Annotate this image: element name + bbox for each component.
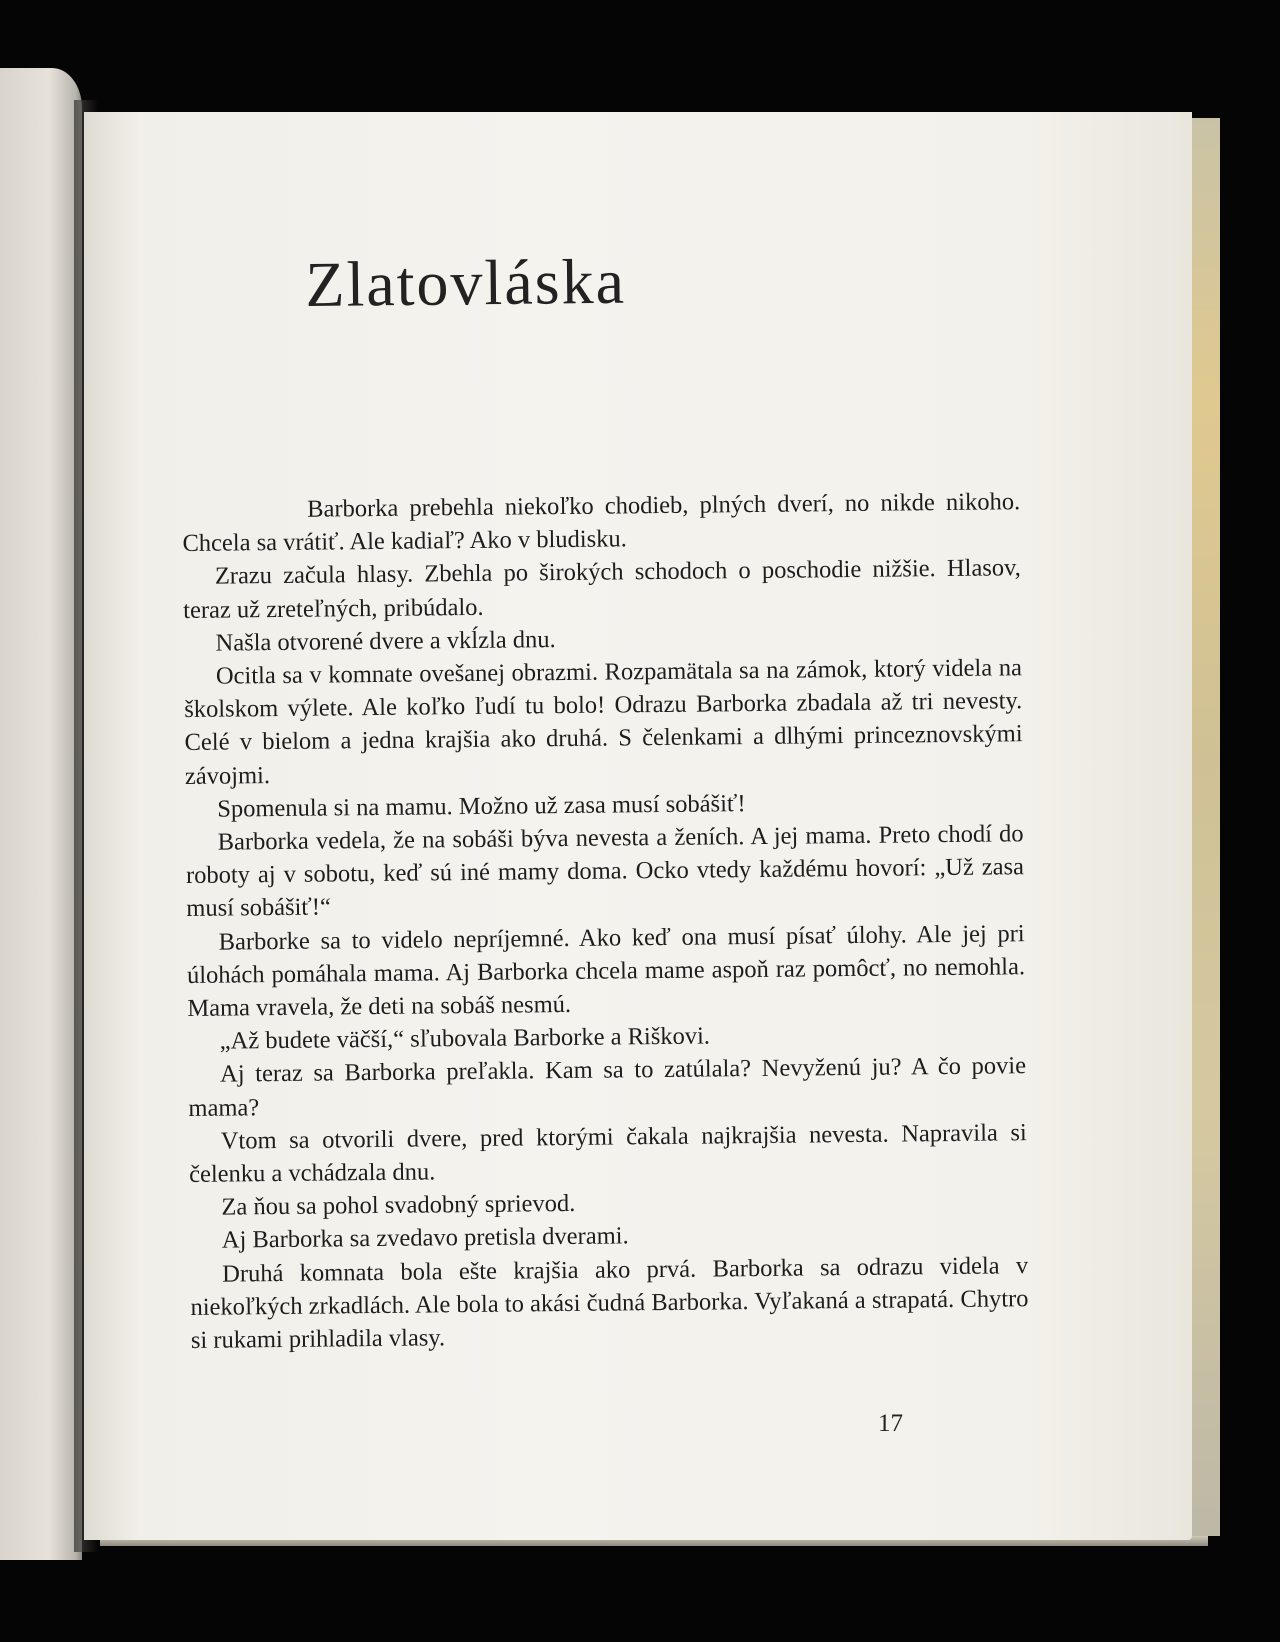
- paragraph: Ocitla sa v komnate ovešanej obrazmi. Rozpamätala sa na zámok, ktorý videla na školskom výlete. Ale koľko ľudí tu bolo! Odrazu Barborka zbadala až tri nevesty. Celé v bielom a jedna krajšia ako druhá. S čelenkami a dlhými princeznovskými závojmi.: [184, 654, 1023, 790]
- page-edge: [1192, 118, 1220, 1536]
- paragraph: Vtom sa otvorili dvere, pred ktorými čakala najkrajšia nevesta. Napravila si čelenku a vchádzala dnu.: [188, 1119, 1027, 1189]
- paragraph: Aj Barborka sa zvedavo pretisla dverami.: [221, 1222, 629, 1255]
- paragraph: Za ňou sa pohol svadobný sprievod.: [221, 1190, 576, 1221]
- left-page: [0, 68, 82, 1560]
- paragraph: Našla otvorené dvere a vkĺzla dnu.: [215, 625, 556, 657]
- paragraph: Barborke sa to videlo nepríjemné. Ako keď ona musí písať úlohy. Ale jej pri úlohách pomáhala mama. Aj Barborka chcela mame aspoň raz pomôcť, no nemohla. Mama vravela, že deti na sobáš nesmú.: [186, 919, 1026, 1023]
- paragraph: „Až budete väčší,“ sľubovala Barborke a Riškovi.: [219, 1022, 711, 1055]
- body-text: [182, 485, 1029, 1357]
- page-number: 17: [878, 1410, 903, 1437]
- paragraph: Zrazu začula hlasy. Zbehla po širokých schodoch o poschodie nižšie. Hlasov, teraz už zreteľných, pribúdalo.: [183, 554, 1021, 624]
- paragraph: Spomenula si na mamu. Možno už zasa musí sobášiť!: [217, 789, 746, 823]
- paragraph: Barborka vedela, že na sobáši býva nevesta a ženích. A jej mama. Preto chodí do roboty aj v sobotu, keď sú iné mamy doma. Ocko vtedy každému hovorí: „Už zasa musí sobášiť!“: [185, 820, 1025, 923]
- paragraph: Barborka prebehla niekoľko chodieb, plných dverí, no nikde nikoho. Chcela sa vrátiť. Ale kadiaľ? Ako v bludisku.: [182, 488, 1021, 558]
- paragraph: Druhá komnata bola ešte krajšia ako prvá. Barborka sa odrazu videla v niekoľkých zrkadlách. Ale bola to akási čudná Barborka. Vyľakaná a strapatá. Chytro si rukami prihladila vlasy.: [190, 1251, 1029, 1355]
- paragraph: Aj teraz sa Barborka preľakla. Kam sa to zatúlala? Nevyženú ju? A čo povie mama?: [188, 1052, 1027, 1122]
- chapter-title: Zlatovláska: [305, 245, 627, 320]
